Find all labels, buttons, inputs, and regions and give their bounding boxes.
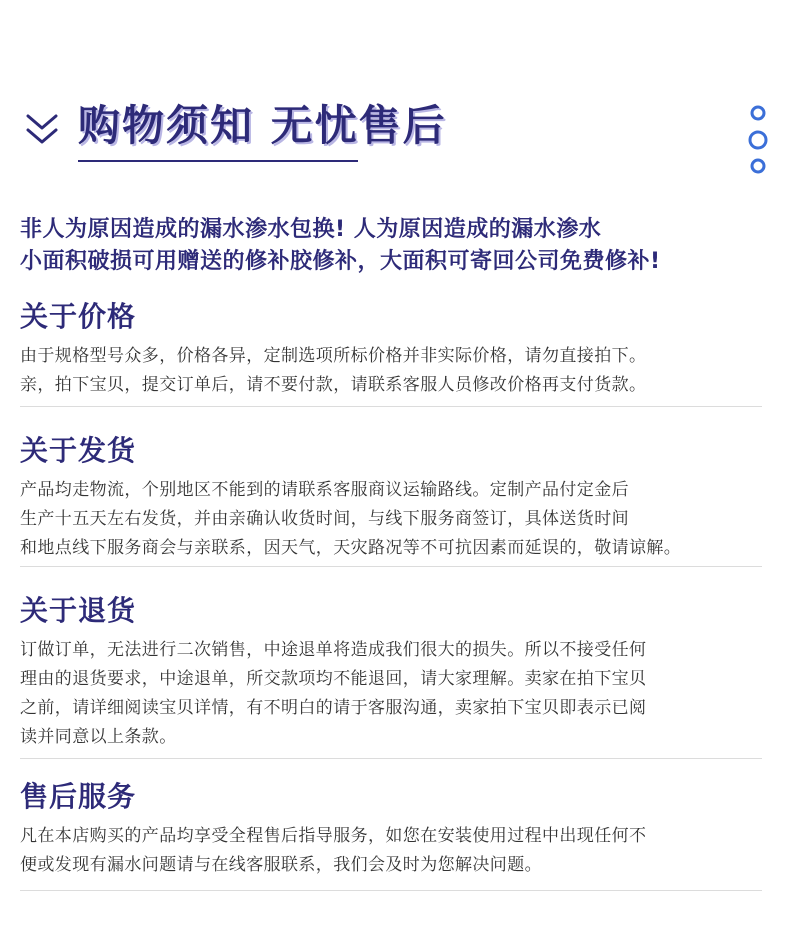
header [0,0,800,180]
title-underline [78,160,358,162]
section-body [20,822,780,880]
intro-line: 非人为原因造成的漏水渗水包换! 人为原因造成的漏水渗水 [20,217,602,242]
body-line: 凡在本店购买的产品均享受全程售后指导服务，如您在安装使用过程中出现任何不 [20,826,647,846]
body-line: 生产十五天左右发货，并由亲确认收货时间，与线下服务商签订，具体送货时间 [20,509,629,529]
body-line: 和地点线下服务商会与亲联系，因天气，天灾路况等不可抗因素而延误的，敬请谅解。 [20,538,682,558]
body-line: 理由的退货要求，中途退单，所交款项均不能退回，请大家理解。卖家在拍下宝贝 [20,669,647,689]
section-body [20,636,780,752]
intro-line: 小面积破损可用赠送的修补胶修补，大面积可寄回公司免费修补! [20,249,661,274]
section-price [20,298,780,400]
section-shipping [20,432,780,563]
double-chevron-down-icon [24,110,60,150]
section-heading: 关于退货 [20,594,137,627]
section-after-sales [20,778,780,880]
body-line: 便或发现有漏水问题请与在线客服联系，我们会及时为您解决问题。 [20,855,542,875]
divider [20,406,762,407]
page-title: 购物须知 无忧售后 [78,101,447,150]
divider [20,566,762,567]
body-line: 之前，请详细阅读宝贝详情，有不明白的请于客服沟通，卖家拍下宝贝即表示已阅 [20,698,647,718]
section-heading: 关于发货 [20,434,137,467]
body-line: 产品均走物流，个别地区不能到的请联系客服商议运输路线。定制产品付定金后 [20,480,629,500]
body-line: 亲，拍下宝贝，提交订单后，请不要付款，请联系客服人员修改价格再支付货款。 [20,375,647,395]
section-body [20,476,780,563]
divider [20,890,762,891]
body-line: 订做订单，无法进行二次销售，中途退单将造成我们很大的损失。所以不接受任何 [20,640,647,660]
section-body [20,342,780,400]
body-line: 读并同意以上条款。 [20,727,177,747]
intro-notice [20,214,790,278]
divider [20,758,762,759]
section-heading: 售后服务 [20,780,137,813]
section-returns [20,592,780,752]
three-dots-vertical-icon [740,102,776,178]
section-heading: 关于价格 [20,300,137,333]
body-line: 由于规格型号众多，价格各异，定制选项所标价格并非实际价格，请勿直接拍下。 [20,346,647,366]
